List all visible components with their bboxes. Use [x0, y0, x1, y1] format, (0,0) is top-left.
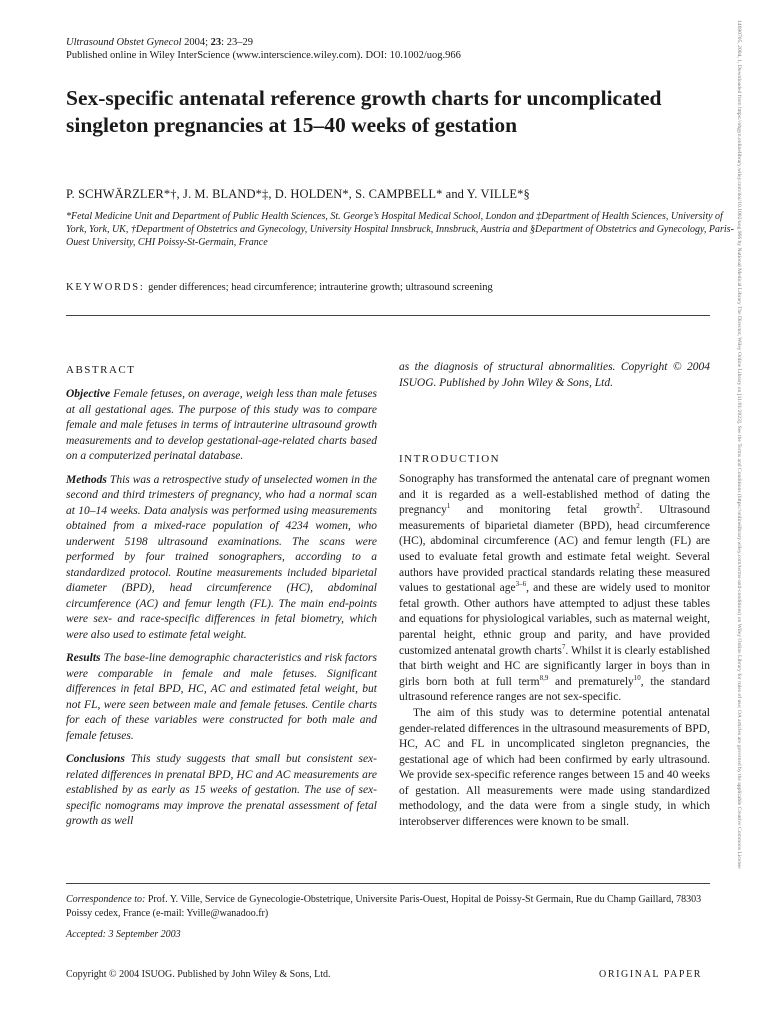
abstract-objective — [66, 387, 377, 465]
journal-published-line: Published online in Wiley InterScience (www.interscience.wiley.com). DOI: 10.1002/uog.966 — [66, 50, 461, 61]
reference-marker: 8,9 — [539, 673, 549, 682]
accepted-date: Accepted: 3 September 2003 — [66, 929, 181, 940]
right-column — [399, 360, 710, 831]
correspondence-text: Prof. Y. Ville, Service de Gynecologie-Obstetrique, Universite Paris-Ouest, Hopital de Poissy-St Germain, Rue du Champ Gaillard, 78303 Poissy cedex, France (e-mail: Yville@wanadoo.fr) — [66, 894, 702, 919]
affiliations: *Fetal Medicine Unit and Department of Public Health Sciences, St. George’s Hospital Medical School, London and ‡Department of Health Sciences, University of York, York, UK, †Department of Obstetrics and Gynecology, University Hospital Innsbruck, Innsbruck, Austria and §Department of Obstetrics and Gynecology, Paris-Ouest University, CHI Poissy-St-Germain, France — [66, 211, 734, 248]
journal-citation — [66, 36, 461, 49]
journal-volume: 23 — [210, 37, 222, 48]
intro-text: and monitoring fetal growth — [450, 504, 637, 517]
methods-text: This was a retrospective study of unselected women in the second and third trimesters of pregnancy, who had a normal scan at 10–14 weeks. Data analysis was performed using measurements obtained from a mixed-race population of 4234 women, who underwent 5198 ultrasound examinations. The scans were performed by four trained sonographers, according to a standardized protocol. Routine measurements included biparietal diameter (BPD), head circumference (HC), abdominal circumference (AC) and femur length (FL). The main end-points were sex- and race-specific differences in fetal biometry, which were also used to estimate fetal weight. — [66, 473, 378, 641]
abstract-methods — [66, 473, 377, 644]
journal-header — [66, 36, 461, 62]
correspondence-note — [66, 893, 710, 921]
side-note-text: 14690705, 2004, 1, Downloaded from https://obgyn.onlinelibrary.wiley.com/doi/10.1002/uog.966 by National Medical Library The Director, Wiley Online Library on [11/01/2023]. See the Terms and Conditions (https://onlinelibrary.wiley.com/terms-and-conditions) on Wiley Online Library for rules of use; OA articles are governed by the applicable Creative Commons License — [736, 20, 742, 869]
reference-marker: 7 — [561, 642, 566, 651]
reference-marker: 3–6 — [515, 580, 527, 589]
correspondence-label: Correspondence to: — [66, 894, 146, 905]
author-list: P. SCHWÄRZLER*†, J. M. BLAND*‡, D. HOLDEN*, S. CAMPBELL* and Y. VILLE*§ — [66, 187, 530, 201]
objective-text: Female fetuses, on average, weigh less than male fetuses at all gestational ages. The purpose of this study was to compare female and male fetuses in terms of intrauterine ultrasound growth measurements and to develop gestational-age-related charts based on a computerized perinatal database. — [66, 388, 378, 462]
conclusions-label: Conclusions — [66, 753, 125, 765]
journal-year: 2004; — [181, 37, 211, 48]
copyright-notice: Copyright © 2004 ISUOG. Published by John Wiley & Sons, Ltd. — [66, 969, 331, 980]
abstract-heading: ABSTRACT — [66, 364, 136, 376]
intro-text: , the standard ultrasound reference ranges are not sex-specific. — [399, 675, 710, 704]
results-text: The base-line demographic characteristics and risk factors were comparable in female and male fetuses. Significant differences in fetal BPD, HC, AC and estimated fetal weight, but not FL, were seen between male and female fetuses. Centile charts for each of these variables were constructed for both male and female fetuses. — [66, 652, 377, 742]
intro-text: . Ultrasound measurements of biparietal diameter (BPD), head circumference (HC), abdominal circumference (AC) and femur length (FL) are used to evaluate fetal growth and estimate fetal weight. Several authors have provided practical standards relating these measured values to gestational age — [399, 504, 710, 595]
journal-pages: : 23–29 — [221, 37, 253, 48]
intro-text: , and these are widely used to monitor fetal growth. Other authors have attempted to adjust these tables and equations for physiological variables, such as maternal weight, parental height, ethnic group and parity, and have provided customized antenatal growth charts — [399, 582, 710, 657]
footer-divider — [66, 883, 710, 884]
introduction-paragraph-1 — [399, 472, 710, 706]
abstract-continuation: as the diagnosis of structural abnormalities. Copyright © 2004 ISUOG. Published by John Wiley & Sons, Ltd. — [399, 361, 710, 389]
keywords-label: KEYWORDS — [66, 282, 140, 293]
results-label: Results — [66, 652, 101, 664]
download-side-note — [730, 20, 744, 1010]
article-title: Sex-specific antenatal reference growth charts for uncomplicated singleton pregnancies at 15–40 weeks of gestation — [66, 86, 662, 137]
conclusions-text: This study suggests that small but consistent sex-related differences in prenatal BPD, HC and AC measurements are established by as early as 15 weeks of gestation. The use of sex-specific nomograms may improve the prenatal assessment of fetal growth as well — [66, 753, 377, 827]
reference-marker: 10 — [633, 673, 641, 682]
objective-label: Objective — [66, 388, 111, 400]
reference-marker: 1 — [446, 502, 451, 511]
introduction-heading: INTRODUCTION — [399, 453, 501, 465]
abstract-results — [66, 651, 377, 744]
journal-name: Ultrasound Obstet Gynecol — [66, 37, 182, 48]
keywords-text: gender differences; head circumference; intrauterine growth; ultrasound screening — [148, 282, 493, 293]
paper-type-label: ORIGINAL PAPER — [599, 969, 703, 980]
intro-text: Sonography has transformed the antenatal care of pregnant women and it is regarded as a well-established method of dating the pregnancy — [399, 473, 710, 517]
keywords-line: KEYWORDS: gender differences; head circumference; intrauterine growth; ultrasound screening — [66, 282, 493, 293]
abstract-column — [66, 364, 377, 838]
reference-marker: 2 — [636, 502, 640, 511]
intro-text: . Whilst it is clearly established that birth weight and HC are significantly larger in boys than in girls born both at full term — [399, 644, 710, 688]
introduction-paragraph-2: The aim of this study was to determine potential antenatal gender-related differences in the ultrasound measurements of BPD, HC, AC and FL in uncomplicated singleton pregnancies, the gestational age of which had been confirmed by early ultrasound. We provide sex-specific reference ranges between 15 and 40 weeks of gestation. All measurements were made using standardized methodology, and the data were from a single study, in which interobserver differences were known to be small. — [399, 706, 710, 829]
header-divider — [66, 315, 710, 316]
intro-text: and prematurely — [548, 675, 634, 688]
abstract-conclusions — [66, 752, 377, 830]
methods-label: Methods — [66, 473, 107, 486]
